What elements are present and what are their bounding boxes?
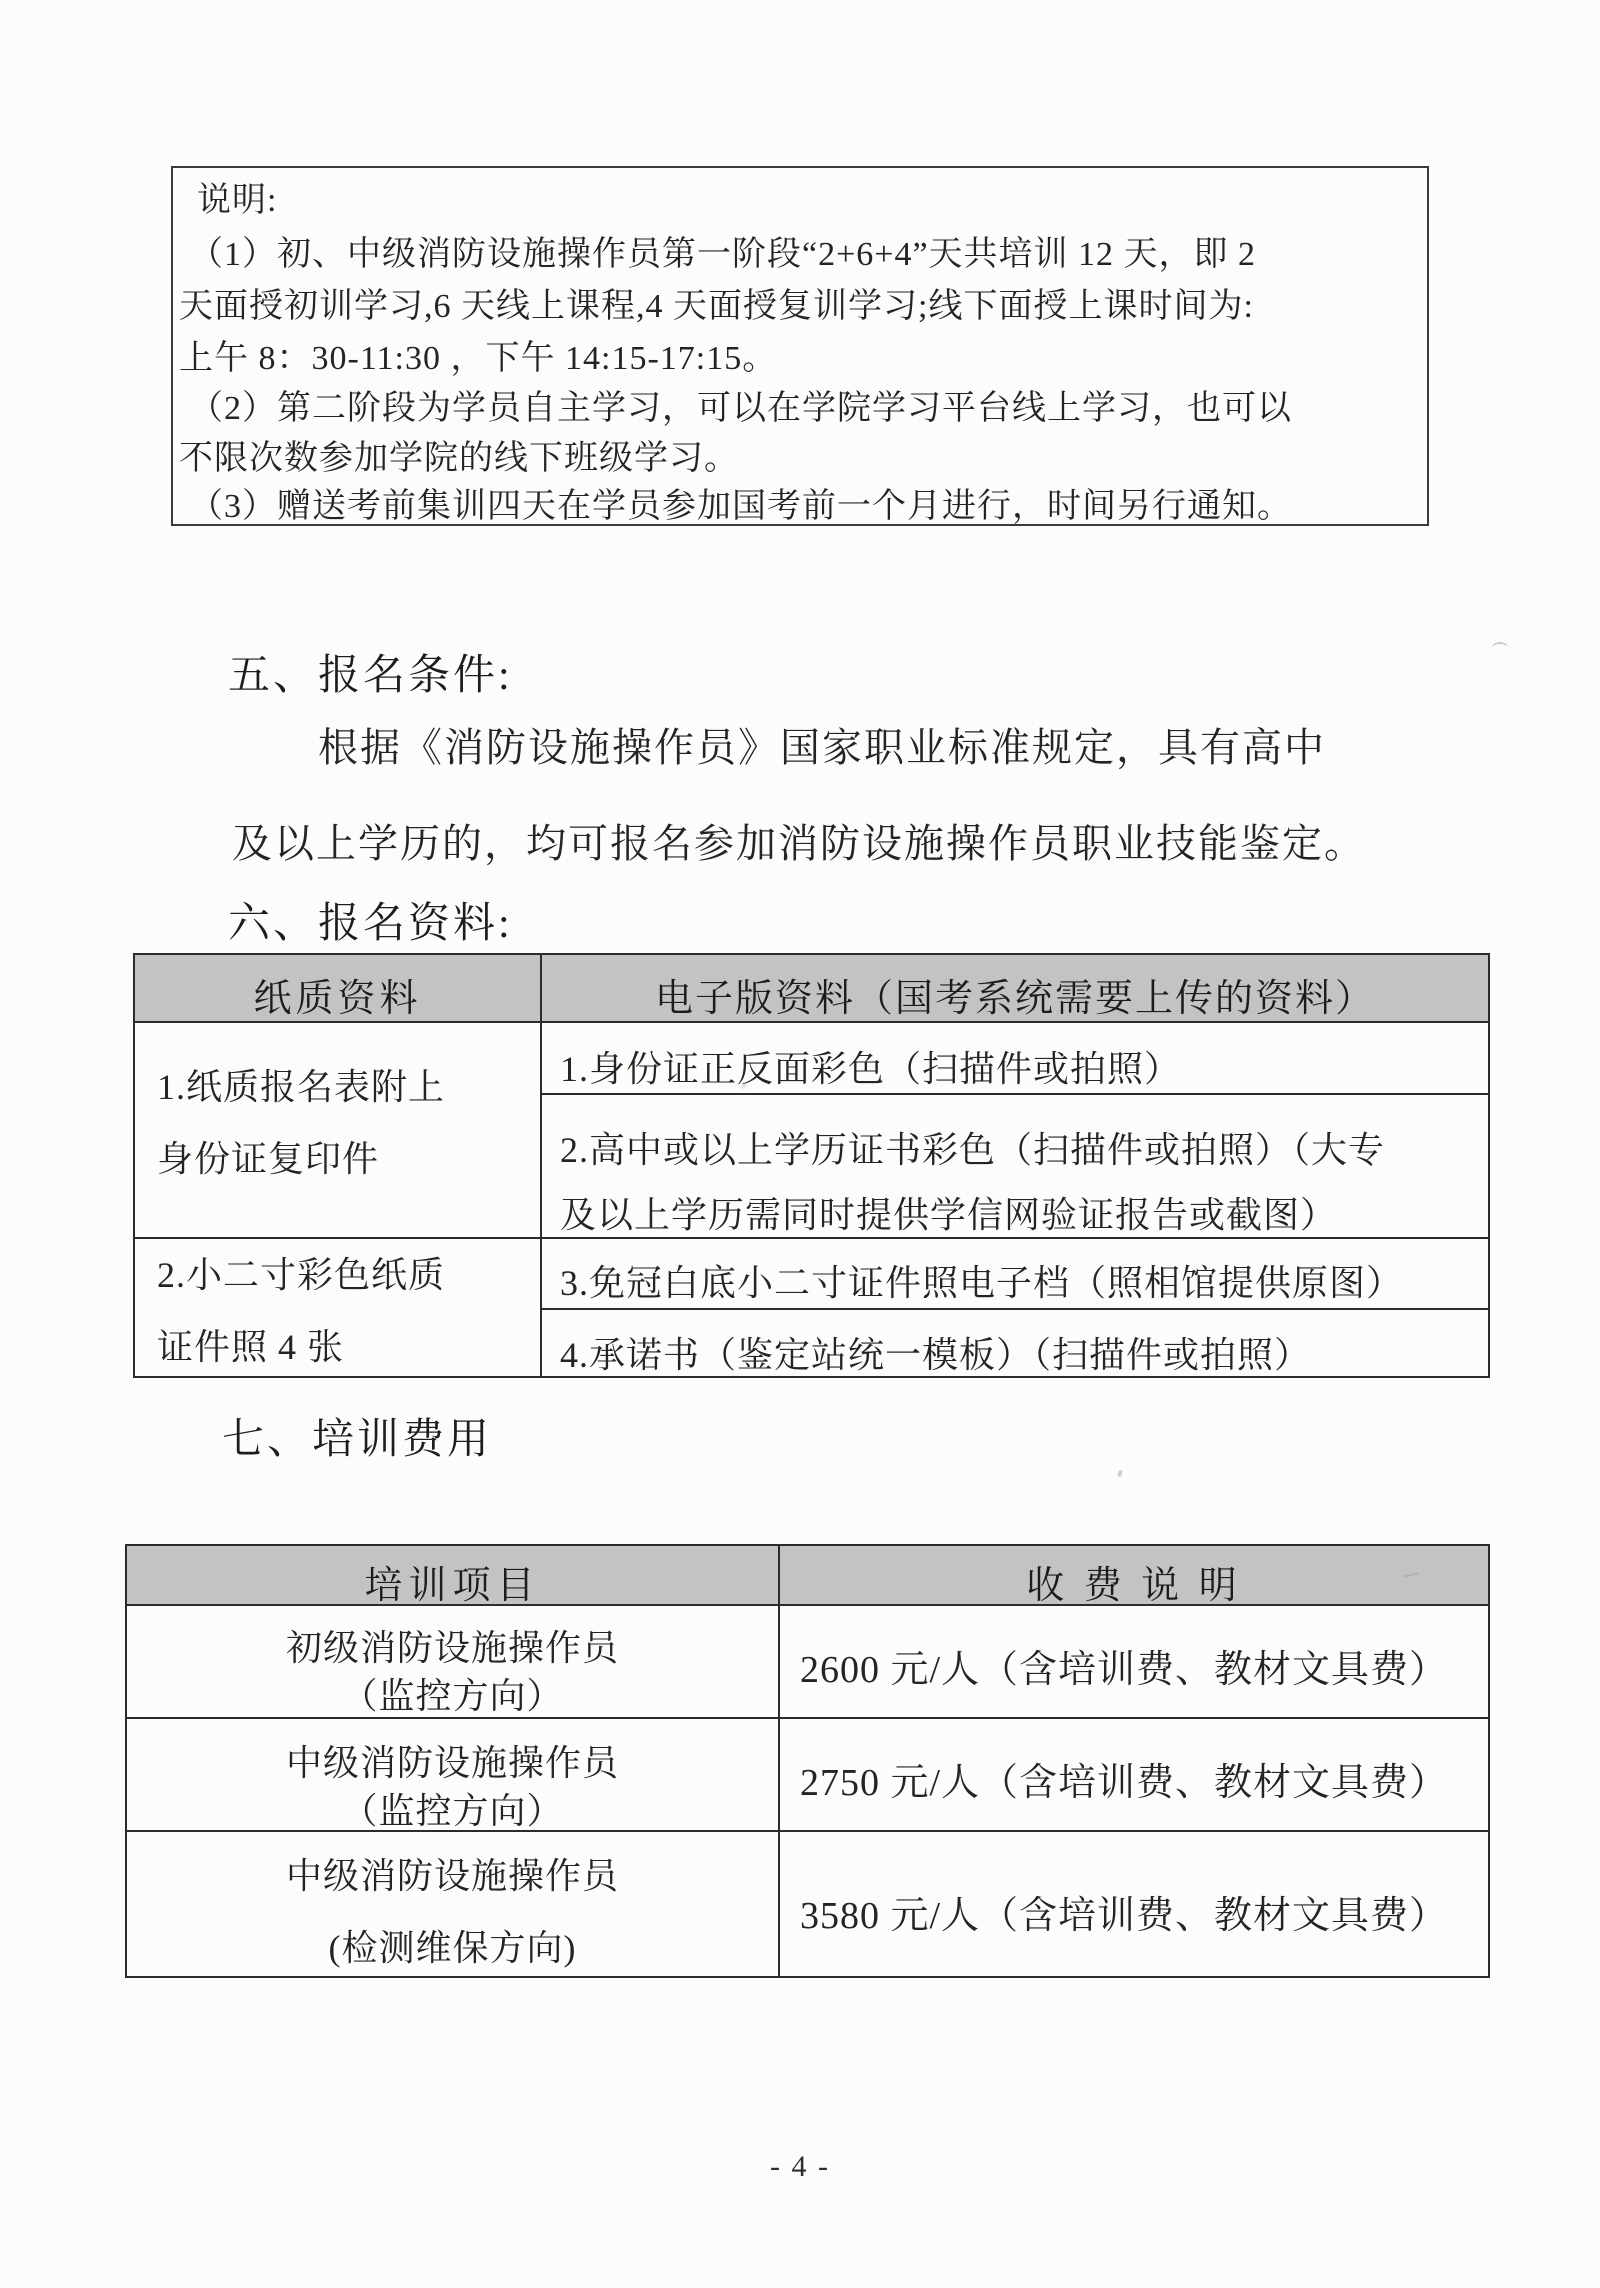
- section-heading-registration-materials: 六、报名资料:: [228, 901, 513, 947]
- notice-line: 上午 8：30-11:30 ，下午 14:15-17:15。: [179, 340, 778, 377]
- table-cell-line: 及以上学历需同时提供学信网验证报告或截图）: [560, 1195, 1338, 1235]
- notice-line: 说明:: [197, 182, 278, 219]
- section-heading-registration-conditions: 五、报名条件:: [228, 653, 513, 699]
- notice-line: 不限次数参加学院的线下班级学习。: [179, 440, 739, 477]
- fee-header-fee: 收 费 说 明: [1026, 1565, 1242, 1607]
- fee-row-item-line: 初级消防设施操作员: [285, 1628, 619, 1668]
- scan-speck: [1492, 642, 1508, 654]
- table-cell-line: 身份证复印件: [157, 1139, 380, 1179]
- table-row-divider: [540, 1093, 1488, 1095]
- notice-line: （2）第二阶段为学员自主学习，可以在学院学习平台线上学习，也可以: [189, 390, 1292, 427]
- table-cell-line: 3.免冠白底小二寸证件照电子档（照相馆提供原图）: [560, 1263, 1404, 1303]
- table-cell-line: 证件照 4 张: [157, 1327, 345, 1367]
- notice-line: 天面授初训学习,6 天线上课程,4 天面授复训学习;线下面授上课时间为:: [179, 288, 1254, 325]
- paragraph-line: 及以上学历的，均可报名参加消防设施操作员职业技能鉴定。: [232, 821, 1366, 866]
- fee-table: [125, 1544, 1490, 1978]
- table-column-divider: [778, 1546, 780, 1976]
- fee-row-item-line: （监控方向）: [341, 1676, 564, 1716]
- table-row-divider: [540, 1308, 1488, 1310]
- paragraph-line: 根据《消防设施操作员》国家职业标准规定，具有高中: [318, 725, 1326, 770]
- fee-row-item-line: 中级消防设施操作员: [285, 1743, 619, 1783]
- fee-header-item: 培训项目: [364, 1565, 541, 1607]
- fee-row-item-line: 中级消防设施操作员: [285, 1856, 619, 1896]
- table-cell-line: 4.承诺书（鉴定站统一模板）（扫描件或拍照）: [560, 1335, 1312, 1375]
- materials-header-paper: 纸质资料: [253, 978, 422, 1020]
- materials-table: [133, 953, 1490, 1378]
- materials-header-digital: 电子版资料（国考系统需要上传的资料）: [654, 978, 1375, 1020]
- table-cell-line: 2.高中或以上学历证书彩色（扫描件或拍照）（大专: [560, 1130, 1386, 1170]
- scan-speck: [1117, 1470, 1123, 1478]
- notice-line: （1）初、中级消防设施操作员第一阶段“2+6+4”天共培训 12 天，即 2: [189, 236, 1257, 273]
- table-cell-line: 1.纸质报名表附上: [157, 1067, 446, 1107]
- table-cell-line: 1.身份证正反面彩色（扫描件或拍照）: [560, 1049, 1182, 1089]
- notice-box: [171, 166, 1429, 526]
- fee-row-fee: 2750 元/人（含培训费、教材文具费）: [800, 1762, 1449, 1804]
- section-heading-training-fees: 七、培训费用: [222, 1417, 493, 1463]
- fee-row-fee: 2600 元/人（含培训费、教材文具费）: [800, 1649, 1449, 1691]
- fee-row-item-line: （监控方向）: [341, 1791, 564, 1831]
- fee-row-fee: 3580 元/人（含培训费、教材文具费）: [800, 1895, 1449, 1937]
- table-cell-line: 2.小二寸彩色纸质: [157, 1255, 446, 1295]
- fee-row-item-line: (检测维保方向): [328, 1928, 577, 1968]
- notice-line: （3）赠送考前集训四天在学员参加国考前一个月进行，时间另行通知。: [189, 488, 1292, 525]
- page-number: - 4 -: [770, 2150, 830, 2183]
